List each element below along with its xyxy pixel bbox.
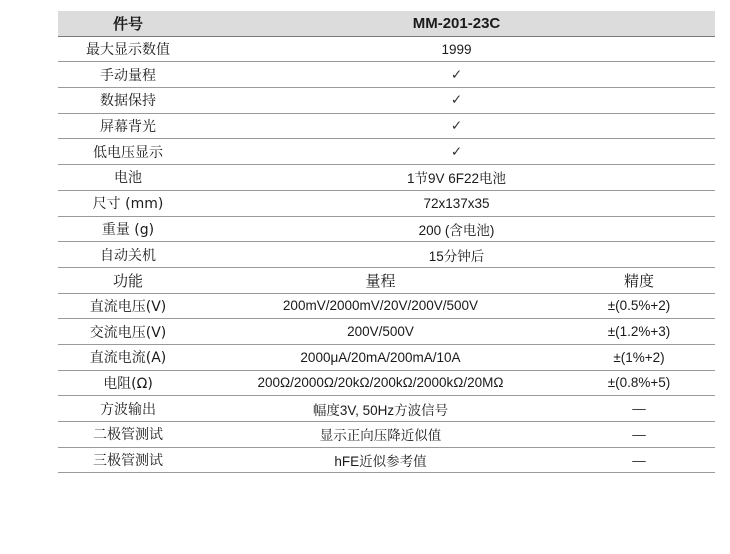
spec-row <box>58 36 715 62</box>
check-mark-icon: ✓ <box>198 88 715 114</box>
spec-label: 数据保持 <box>58 88 198 114</box>
spec-label: 最大显示数值 <box>58 36 198 62</box>
function-name: 电阻(Ω) <box>58 370 198 396</box>
function-range: 200V/500V <box>198 319 563 345</box>
function-row <box>58 396 715 422</box>
spec-value: 200 (含电池) <box>198 216 715 242</box>
functions-header-row <box>58 267 715 293</box>
model-number: MM-201-23C <box>198 11 715 36</box>
function-accuracy: — <box>563 422 715 448</box>
function-accuracy: ±(0.8%+5) <box>563 370 715 396</box>
function-accuracy: — <box>563 396 715 422</box>
spec-value: 1999 <box>198 36 715 62</box>
function-row <box>58 319 715 345</box>
function-row <box>58 422 715 448</box>
spec-row <box>58 62 715 88</box>
spec-label: 尺寸 (mm) <box>58 190 198 216</box>
check-mark-icon: ✓ <box>198 139 715 165</box>
spec-label: 低电压显示 <box>58 139 198 165</box>
spec-row <box>58 190 715 216</box>
function-name: 直流电压(V) <box>58 293 198 319</box>
spec-table <box>58 11 715 473</box>
spec-row <box>58 165 715 191</box>
function-accuracy: ±(1%+2) <box>563 344 715 370</box>
function-range: 2000μA/20mA/200mA/10A <box>198 344 563 370</box>
function-row <box>58 447 715 473</box>
function-range: 200Ω/2000Ω/20kΩ/200kΩ/2000kΩ/20MΩ <box>198 370 563 396</box>
function-accuracy: — <box>563 447 715 473</box>
function-accuracy: ±(0.5%+2) <box>563 293 715 319</box>
spec-label: 重量 (g) <box>58 216 198 242</box>
check-mark-icon: ✓ <box>198 62 715 88</box>
spec-value: 72x137x35 <box>198 190 715 216</box>
spec-label: 自动关机 <box>58 242 198 268</box>
function-range: 幅度3V, 50Hz方波信号 <box>198 396 563 422</box>
range-column-header: 量程 <box>198 267 563 293</box>
function-row <box>58 370 715 396</box>
function-row <box>58 344 715 370</box>
spec-row <box>58 113 715 139</box>
accuracy-column-header: 精度 <box>563 267 715 293</box>
spec-row <box>58 216 715 242</box>
function-range: 显示正向压降近似值 <box>198 422 563 448</box>
function-name: 交流电压(V) <box>58 319 198 345</box>
function-range: hFE近似参考值 <box>198 447 563 473</box>
function-name: 三极管测试 <box>58 447 198 473</box>
spec-label: 屏幕背光 <box>58 113 198 139</box>
function-column-header: 功能 <box>58 267 198 293</box>
check-mark-icon: ✓ <box>198 113 715 139</box>
function-name: 方波输出 <box>58 396 198 422</box>
function-accuracy: ±(1.2%+3) <box>563 319 715 345</box>
spec-value: 15分钟后 <box>198 242 715 268</box>
header-row <box>58 11 715 36</box>
spec-value: 1节9V 6F22电池 <box>198 165 715 191</box>
spec-label: 手动量程 <box>58 62 198 88</box>
function-range: 200mV/2000mV/20V/200V/500V <box>198 293 563 319</box>
spec-row <box>58 242 715 268</box>
function-name: 二极管测试 <box>58 422 198 448</box>
spec-row <box>58 88 715 114</box>
function-row <box>58 293 715 319</box>
spec-label: 电池 <box>58 165 198 191</box>
spec-row <box>58 139 715 165</box>
function-name: 直流电流(A) <box>58 344 198 370</box>
header-label: 件号 <box>58 11 198 36</box>
